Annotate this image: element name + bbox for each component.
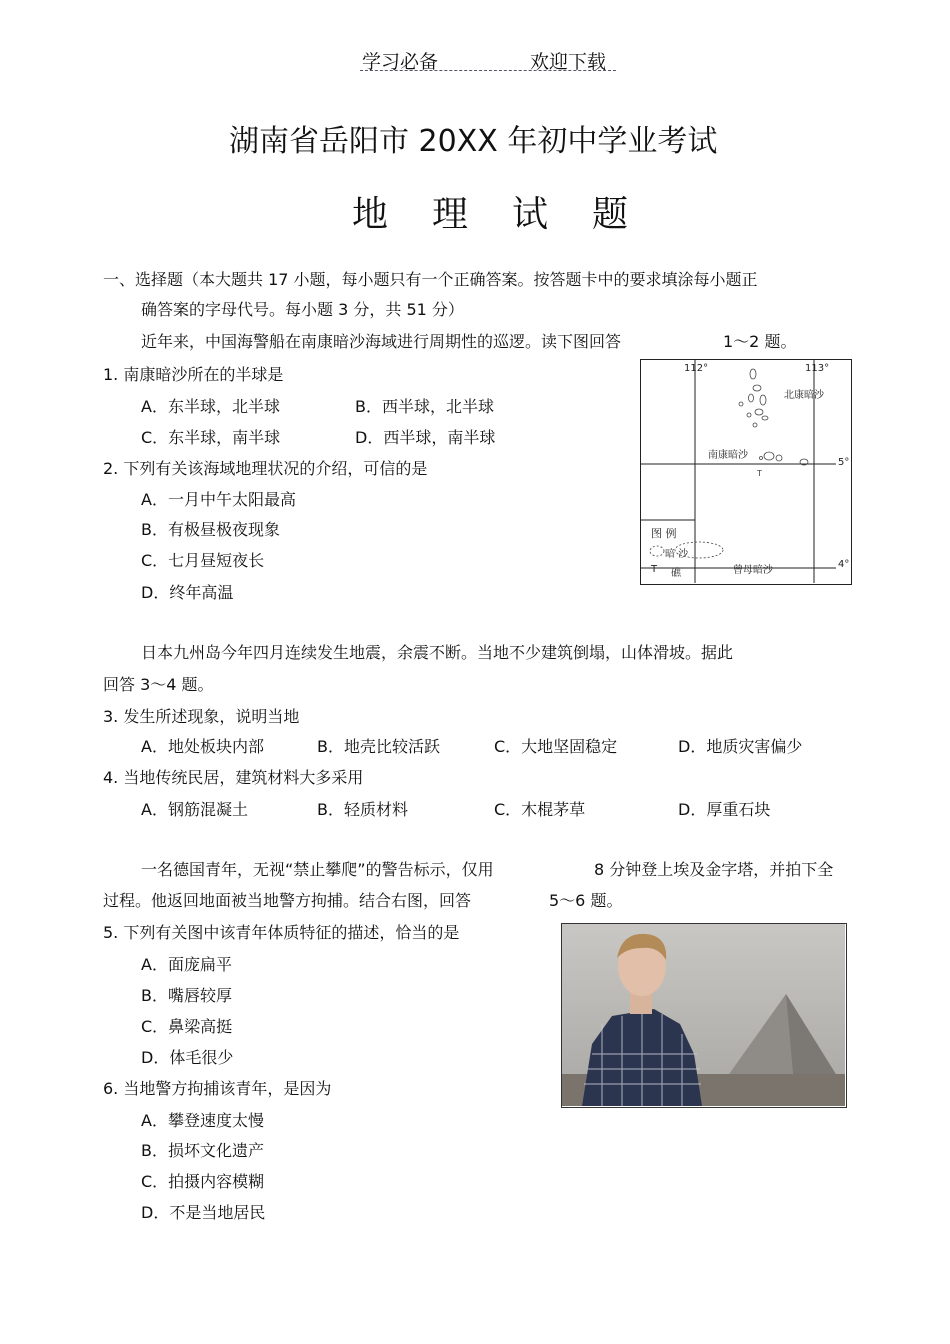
pyramid-selfie-photo (561, 923, 847, 1108)
subject-char: 题 (591, 194, 628, 235)
section-instruction-2: 确答案的字母代号。每小题 3 分，共 51 分） (141, 300, 464, 319)
map-lat-5: 5° (838, 457, 850, 468)
map-label-zengmu: 曾母暗沙 (733, 565, 773, 576)
map-legend-sand: 暗 沙 (665, 549, 689, 560)
q2-option-c[interactable]: C．七月昼短夜长 (141, 551, 265, 570)
question-6: 6. 当地警方拘捕该青年，是因为 (103, 1079, 332, 1098)
exam-title: 湖南省岳阳市 20XX 年初中学业考试 (229, 124, 718, 159)
question-5: 5. 下列有关图中该青年体质特征的描述，恰当的是 (103, 923, 460, 942)
q3-option-a[interactable]: A．地处板块内部 (141, 737, 264, 756)
q3-option-d[interactable]: D．地质灾害偏少 (678, 737, 803, 756)
q5-option-c[interactable]: C．鼻梁高挺 (141, 1017, 233, 1036)
question-4: 4. 当地传统民居，建筑材料大多采用 (103, 768, 364, 787)
map-lat-4: 4° (838, 559, 850, 570)
intro-5-6: 一名德国青年，无视“禁止攀爬”的警告标示，仅用 (141, 860, 494, 879)
q1-option-d[interactable]: D．西半球，南半球 (355, 428, 496, 447)
q6-option-d[interactable]: D．不是当地居民 (141, 1203, 266, 1222)
intro-5-6-line2: 过程。他返回地面被当地警方拘捕。结合右图，回答 (103, 891, 472, 910)
subject-char: 试 (511, 194, 548, 235)
q3-option-b[interactable]: B．地壳比较活跃 (317, 737, 440, 756)
intro-3-4: 日本九州岛今年四月连续发生地震，余震不断。当地不少建筑倒塌，山体滑坡。据此 (141, 643, 734, 662)
map-label-nankang: 南康暗沙 (708, 450, 748, 461)
svg-text:T: T (757, 469, 762, 478)
q2-option-b[interactable]: B．有极昼极夜现象 (141, 520, 280, 539)
subject-char: 地 (351, 194, 388, 235)
nankang-map (640, 359, 852, 585)
header-divider (360, 70, 616, 71)
q2-option-a[interactable]: A．一月中午太阳最高 (141, 490, 296, 509)
q4-option-d[interactable]: D．厚重石块 (678, 800, 771, 819)
subject-char: 理 (431, 194, 468, 235)
pyramid-photo-illustration (562, 924, 845, 1106)
q3-option-c[interactable]: C．大地坚固稳定 (494, 737, 618, 756)
question-1: 1. 南康暗沙所在的半球是 (103, 365, 284, 384)
q4-option-c[interactable]: C．木棍茅草 (494, 800, 586, 819)
q5-option-d[interactable]: D．体毛很少 (141, 1048, 234, 1067)
subject-title (330, 186, 650, 237)
q1-option-a[interactable]: A．东半球，北半球 (141, 397, 280, 416)
q5-option-b[interactable]: B．嘴唇较厚 (141, 986, 232, 1005)
q1-option-c[interactable]: C．东半球，南半球 (141, 428, 281, 447)
q6-option-b[interactable]: B．损坏文化遗产 (141, 1141, 264, 1160)
q1-option-b[interactable]: B．西半球，北半球 (355, 397, 494, 416)
map-lon-112: 112° (684, 363, 709, 374)
question-2: 2. 下列有关该海域地理状况的介绍，可信的是 (103, 459, 428, 478)
map-label-beikang: 北康暗沙 (784, 390, 824, 401)
map-legend-reef: 礁 (671, 568, 681, 579)
q4-option-b[interactable]: B．轻质材料 (317, 800, 408, 819)
intro-1-2: 近年来，中国海警船在南康暗沙海域进行周期性的巡逻。读下图回答 (141, 332, 622, 351)
q5-option-a[interactable]: A．面庞扁平 (141, 955, 232, 974)
q4-option-a[interactable]: A．钢筋混凝土 (141, 800, 248, 819)
intro-1-2-range: 1～2 题。 (723, 332, 797, 351)
intro-5-6-cont: 8 分钟登上埃及金字塔，并拍下全 (594, 860, 834, 879)
q2-option-d[interactable]: D．终年高温 (141, 583, 234, 602)
q6-option-a[interactable]: A．攀登速度太慢 (141, 1111, 264, 1130)
intro-3-4-line2: 回答 3～4 题。 (103, 675, 214, 694)
intro-5-6-range: 5～6 题。 (549, 891, 623, 910)
map-legend-reef-symbol: T (651, 564, 658, 575)
header-left: 学习必备 (362, 51, 439, 73)
section-instruction: 一、选择题（本大题共 17 小题，每小题只有一个正确答案。按答题卡中的要求填涂每小题正 (103, 270, 758, 289)
map-lon-113: 113° (805, 363, 830, 374)
map-legend-title: 图 例 (651, 527, 677, 540)
question-3: 3. 发生所述现象，说明当地 (103, 707, 300, 726)
q6-option-c[interactable]: C．拍摄内容模糊 (141, 1172, 265, 1191)
header-right: 欢迎下载 (530, 51, 607, 73)
